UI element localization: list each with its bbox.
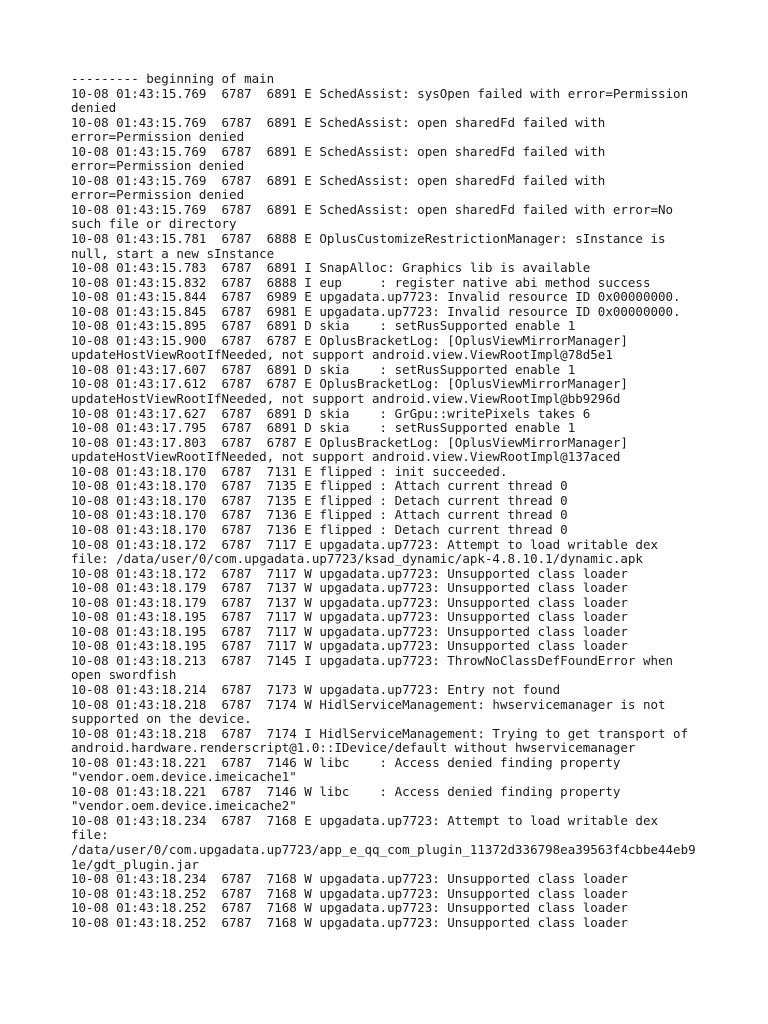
log-line: 10-08 01:43:18.172 6787 7117 E upgadata.up7723: Attempt to load writable dex <box>71 536 658 552</box>
log-line: 10-08 01:43:18.170 6787 7136 E flipped : Attach current thread 0 <box>71 507 568 523</box>
log-line: null, start a new sInstance <box>71 245 275 261</box>
log-line: error=Permission denied <box>71 129 245 145</box>
log-line: 10-08 01:43:18.170 6787 7136 E flipped : Detach current thread 0 <box>71 521 568 537</box>
log-line: 10-08 01:43:18.221 6787 7146 W libc : Access denied finding property <box>71 754 621 770</box>
log-line: 10-08 01:43:18.170 6787 7135 E flipped : Detach current thread 0 <box>71 492 568 508</box>
log-line: 10-08 01:43:18.218 6787 7174 W HidlServiceManagement: hwservicemanager is not <box>71 696 666 712</box>
log-page <box>71 72 751 930</box>
log-line: supported on the device. <box>71 711 252 727</box>
log-line: updateHostViewRootIfNeeded, not support android.view.ViewRootImpl@bb9296d <box>71 391 621 407</box>
log-line: 10-08 01:43:18.195 6787 7117 W upgadata.up7723: Unsupported class loader <box>71 609 628 625</box>
log-line: 10-08 01:43:18.252 6787 7168 W upgadata.up7723: Unsupported class loader <box>71 885 628 901</box>
log-line: 10-08 01:43:18.221 6787 7146 W libc : Access denied finding property <box>71 783 621 799</box>
log-line: file: <box>71 827 109 843</box>
log-body <box>71 72 751 930</box>
log-line: 10-08 01:43:18.234 6787 7168 E upgadata.up7723: Attempt to load writable dex <box>71 812 658 828</box>
log-line: 10-08 01:43:17.607 6787 6891 D skia : setRusSupported enable 1 <box>71 361 576 377</box>
log-line: file: /data/user/0/com.upgadata.up7723/ksad_dynamic/apk-4.8.10.1/dynamic.apk <box>71 551 643 567</box>
log-line: 10-08 01:43:18.213 6787 7145 I upgadata.up7723: ThrowNoClassDefFoundError when <box>71 652 674 668</box>
log-line: "vendor.oem.device.imeicache1" <box>71 769 297 785</box>
log-line: 10-08 01:43:15.832 6787 6888 I eup : register native abi method success <box>71 274 651 290</box>
log-line: 10-08 01:43:17.612 6787 6787 E OplusBracketLog: [OplusViewMirrorManager] <box>71 376 628 392</box>
log-line: 10-08 01:43:18.195 6787 7117 W upgadata.up7723: Unsupported class loader <box>71 623 628 639</box>
log-line: 10-08 01:43:15.769 6787 6891 E SchedAssist: open sharedFd failed with <box>71 114 606 130</box>
log-line: 10-08 01:43:17.627 6787 6891 D skia : GrGpu::writePixels takes 6 <box>71 405 591 421</box>
log-line: 10-08 01:43:15.844 6787 6989 E upgadata.up7723: Invalid resource ID 0x00000000. <box>71 289 681 305</box>
log-line: 10-08 01:43:15.845 6787 6981 E upgadata.up7723: Invalid resource ID 0x00000000. <box>71 303 681 319</box>
log-line: error=Permission denied <box>71 158 245 174</box>
log-line: 10-08 01:43:18.234 6787 7168 W upgadata.up7723: Unsupported class loader <box>71 871 628 887</box>
log-line: 10-08 01:43:15.769 6787 6891 E SchedAssist: open sharedFd failed with error=No <box>71 201 674 217</box>
log-line: open swordfish <box>71 667 177 683</box>
log-line: android.hardware.renderscript@1.0::IDevice/default without hwservicemanager <box>71 740 636 756</box>
log-line: 10-08 01:43:15.900 6787 6787 E OplusBracketLog: [OplusViewMirrorManager] <box>71 332 628 348</box>
log-line: 10-08 01:43:18.170 6787 7131 E flipped : init succeeded. <box>71 463 508 479</box>
log-line: 10-08 01:43:18.214 6787 7173 W upgadata.up7723: Entry not found <box>71 681 561 697</box>
log-line: denied <box>71 100 117 116</box>
log-line: /data/user/0/com.upgadata.up7723/app_e_qq_com_plugin_11372d336798ea39563f4cbbe44eb9 <box>71 841 696 857</box>
log-line: such file or directory <box>71 216 237 232</box>
log-line: --------- beginning of main <box>71 71 275 86</box>
log-line: 10-08 01:43:18.218 6787 7174 I HidlServiceManagement: Trying to get transport of <box>71 725 689 741</box>
log-line: 10-08 01:43:17.803 6787 6787 E OplusBracketLog: [OplusViewMirrorManager] <box>71 434 628 450</box>
log-line: 10-08 01:43:15.783 6787 6891 I SnapAlloc: Graphics lib is available <box>71 260 591 276</box>
log-line: 10-08 01:43:17.795 6787 6891 D skia : setRusSupported enable 1 <box>71 420 576 436</box>
log-line: 10-08 01:43:18.252 6787 7168 W upgadata.up7723: Unsupported class loader <box>71 914 628 930</box>
log-line: 10-08 01:43:18.170 6787 7135 E flipped : Attach current thread 0 <box>71 478 568 494</box>
log-line: 10-08 01:43:15.769 6787 6891 E SchedAssist: sysOpen failed with error=Permission <box>71 85 689 101</box>
log-line: updateHostViewRootIfNeeded, not support android.view.ViewRootImpl@78d5e1 <box>71 347 613 363</box>
log-line: 10-08 01:43:15.769 6787 6891 E SchedAssist: open sharedFd failed with <box>71 172 606 188</box>
log-line: 10-08 01:43:15.781 6787 6888 E OplusCustomizeRestrictionManager: sInstance is <box>71 231 666 247</box>
log-line: 10-08 01:43:18.179 6787 7137 W upgadata.up7723: Unsupported class loader <box>71 594 628 610</box>
log-line: 10-08 01:43:15.895 6787 6891 D skia : setRusSupported enable 1 <box>71 318 576 334</box>
log-line: 10-08 01:43:18.195 6787 7117 W upgadata.up7723: Unsupported class loader <box>71 638 628 654</box>
log-line: 1e/gdt_plugin.jar <box>71 856 199 872</box>
log-line: "vendor.oem.device.imeicache2" <box>71 798 297 814</box>
log-line: 10-08 01:43:15.769 6787 6891 E SchedAssist: open sharedFd failed with <box>71 143 606 159</box>
log-line: 10-08 01:43:18.172 6787 7117 W upgadata.up7723: Unsupported class loader <box>71 565 628 581</box>
log-line: updateHostViewRootIfNeeded, not support android.view.ViewRootImpl@137aced <box>71 449 621 465</box>
log-line: 10-08 01:43:18.252 6787 7168 W upgadata.up7723: Unsupported class loader <box>71 900 628 916</box>
log-line: error=Permission denied <box>71 187 245 203</box>
log-line: 10-08 01:43:18.179 6787 7137 W upgadata.up7723: Unsupported class loader <box>71 580 628 596</box>
